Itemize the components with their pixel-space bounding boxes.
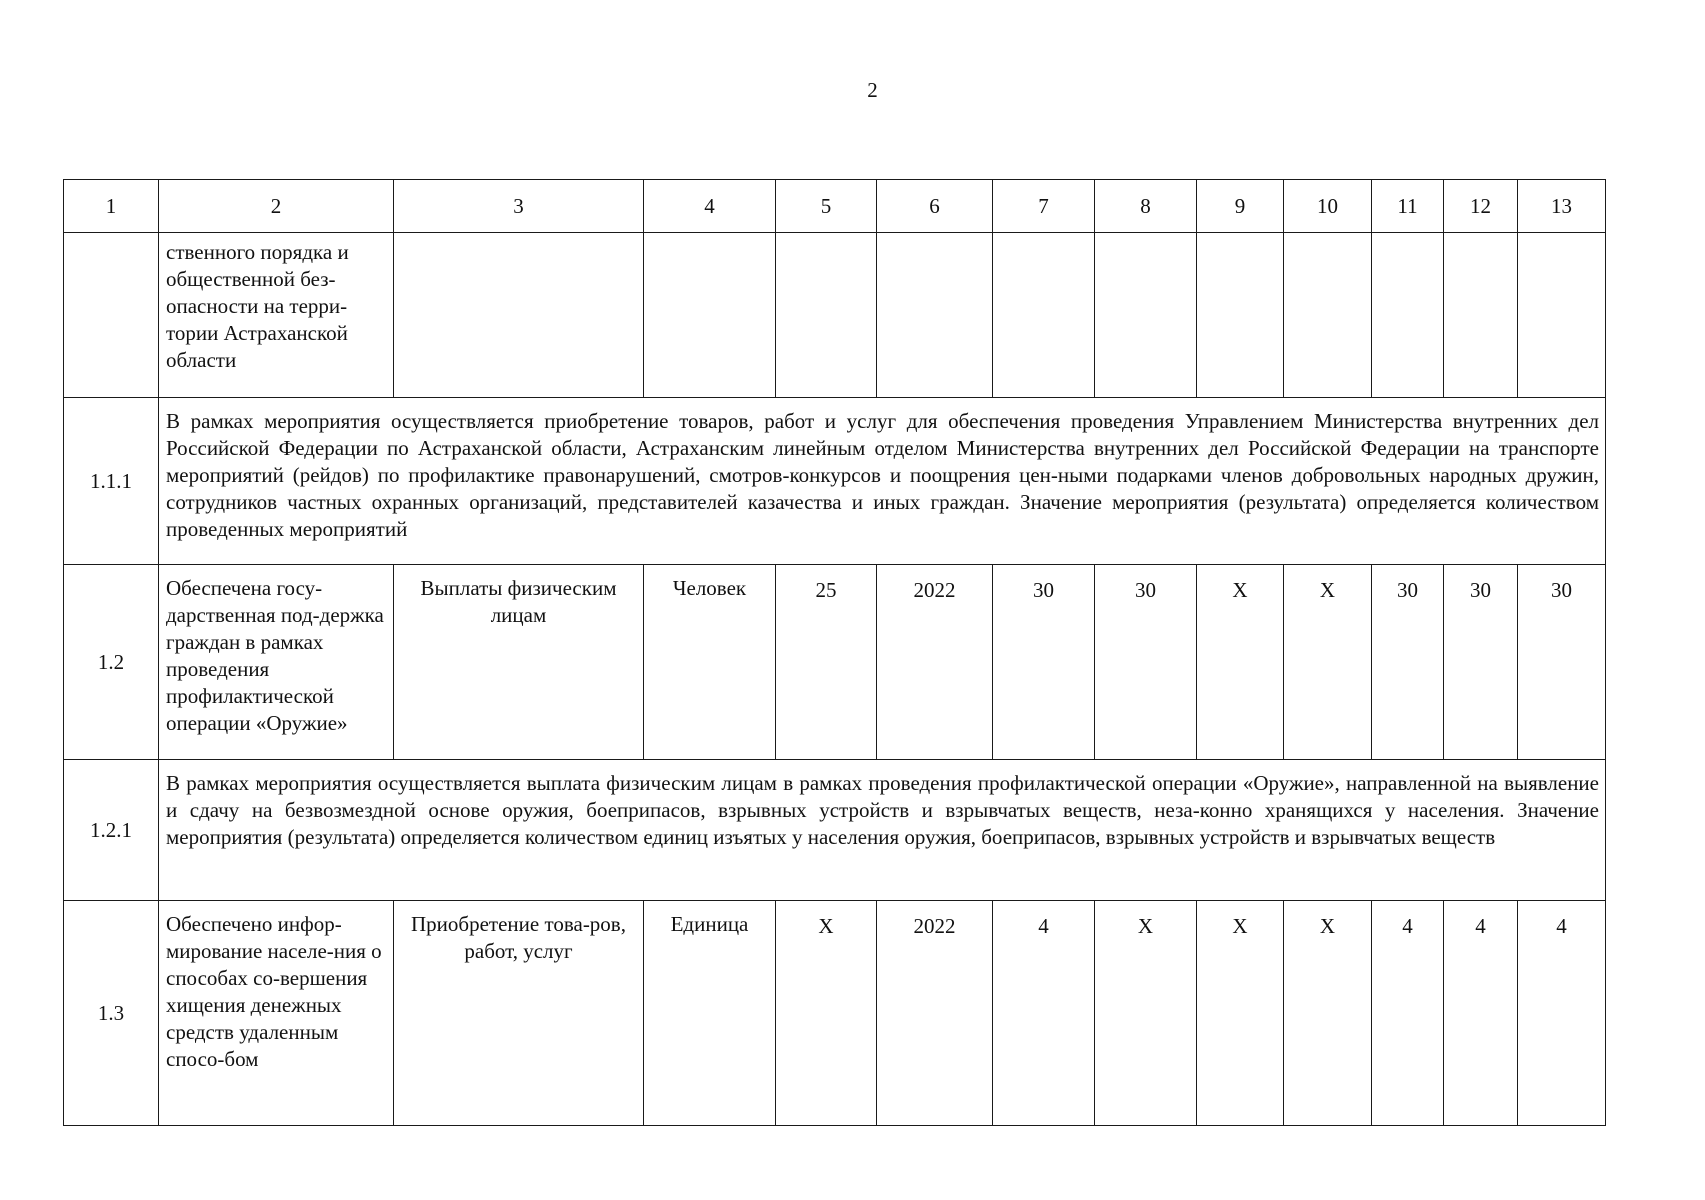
value-cell: X: [1284, 901, 1372, 1126]
value-cell: 4: [993, 901, 1095, 1126]
result-name-cell: Обеспечено инфор-мирование населе-ния о способах со-вершения хищения денежных средств удаленным спосо-бом: [159, 901, 394, 1126]
row-number-cell: 1.1.1: [64, 398, 159, 565]
empty-cell: [1095, 233, 1197, 398]
value-cell: X: [1197, 565, 1284, 760]
value-cell: 2022: [877, 901, 993, 1126]
header-cell: 9: [1197, 180, 1284, 233]
table-row: [64, 760, 1606, 901]
value-cell: 30: [1095, 565, 1197, 760]
header-cell: 11: [1372, 180, 1444, 233]
row-number-cell: 1.2.1: [64, 760, 159, 901]
measures-table: [63, 179, 1606, 1126]
empty-cell: [1518, 233, 1606, 398]
result-type-cell: Выплаты физическим лицам: [394, 565, 644, 760]
value-cell: 25: [776, 565, 877, 760]
value-cell: 30: [1444, 565, 1518, 760]
header-cell: 10: [1284, 180, 1372, 233]
empty-cell: [993, 233, 1095, 398]
unit-cell: Человек: [644, 565, 776, 760]
empty-cell: [1284, 233, 1372, 398]
header-cell: 13: [1518, 180, 1606, 233]
measure-description-cell: В рамках мероприятия осуществляется выплата физическим лицам в рамках проведения профилактической операции «Оружие», направленной на выявление и сдачу на безвозмездной основе оружия, боеприпасов, взрывных устройств и взрывчатых веществ, неза-конно хранящихся у населения. Значение мероприятия (результата) определяется количеством единиц изъятых у населения оружия, боеприпасов, взрывных устройств и взрывчатых веществ: [159, 760, 1606, 901]
header-cell: 12: [1444, 180, 1518, 233]
header-cell: 3: [394, 180, 644, 233]
header-cell: 4: [644, 180, 776, 233]
header-cell: 2: [159, 180, 394, 233]
value-cell: X: [1197, 901, 1284, 1126]
value-cell: X: [1284, 565, 1372, 760]
row-number-cell: [64, 233, 159, 398]
table-row: [64, 565, 1606, 760]
empty-cell: [776, 233, 877, 398]
table-row: [64, 233, 1606, 398]
value-cell: 2022: [877, 565, 993, 760]
empty-cell: [877, 233, 993, 398]
unit-cell: Единица: [644, 901, 776, 1126]
value-cell: 4: [1372, 901, 1444, 1126]
value-cell: X: [776, 901, 877, 1126]
page-number: 2: [867, 78, 878, 102]
value-cell: 4: [1518, 901, 1606, 1126]
table-row: [64, 398, 1606, 565]
row-number-cell: 1.3: [64, 901, 159, 1126]
row-number-cell: 1.2: [64, 565, 159, 760]
empty-cell: [644, 233, 776, 398]
result-name-cell: Обеспечена госу-дарственная под-держка граждан в рамках проведения профилактической операции «Оружие»: [159, 565, 394, 760]
value-cell: X: [1095, 901, 1197, 1126]
header-cell: 5: [776, 180, 877, 233]
value-cell: 30: [1372, 565, 1444, 760]
header-cell: 8: [1095, 180, 1197, 233]
empty-cell: [1372, 233, 1444, 398]
header-cell: 1: [64, 180, 159, 233]
result-name-cell: ственного порядка и общественной без-опасности на терри-тории Астраханской области: [159, 233, 394, 398]
empty-cell: [394, 233, 644, 398]
header-cell: 7: [993, 180, 1095, 233]
header-cell: 6: [877, 180, 993, 233]
table-header-row: [64, 180, 1606, 233]
empty-cell: [1197, 233, 1284, 398]
value-cell: 30: [993, 565, 1095, 760]
result-type-cell: Приобретение това-ров, работ, услуг: [394, 901, 644, 1126]
value-cell: 4: [1444, 901, 1518, 1126]
table-row: [64, 901, 1606, 1126]
value-cell: 30: [1518, 565, 1606, 760]
empty-cell: [1444, 233, 1518, 398]
measure-description-cell: В рамках мероприятия осуществляется приобретение товаров, работ и услуг для обеспечения проведения Управлением Министерства внутренних дел Российской Федерации по Астраханской области, Астраханским линейным отделом Министерства внутренних дел Российской Федерации на транспорте мероприятий (рейдов) по профилактике правонарушений, смотров-конкурсов и поощрения цен-ными подарками членов добровольных народных дружин, сотрудников частных охранных организаций, представителей казачества и иных граждан. Значение мероприятия (результата) определяется количеством проведенных мероприятий: [159, 398, 1606, 565]
